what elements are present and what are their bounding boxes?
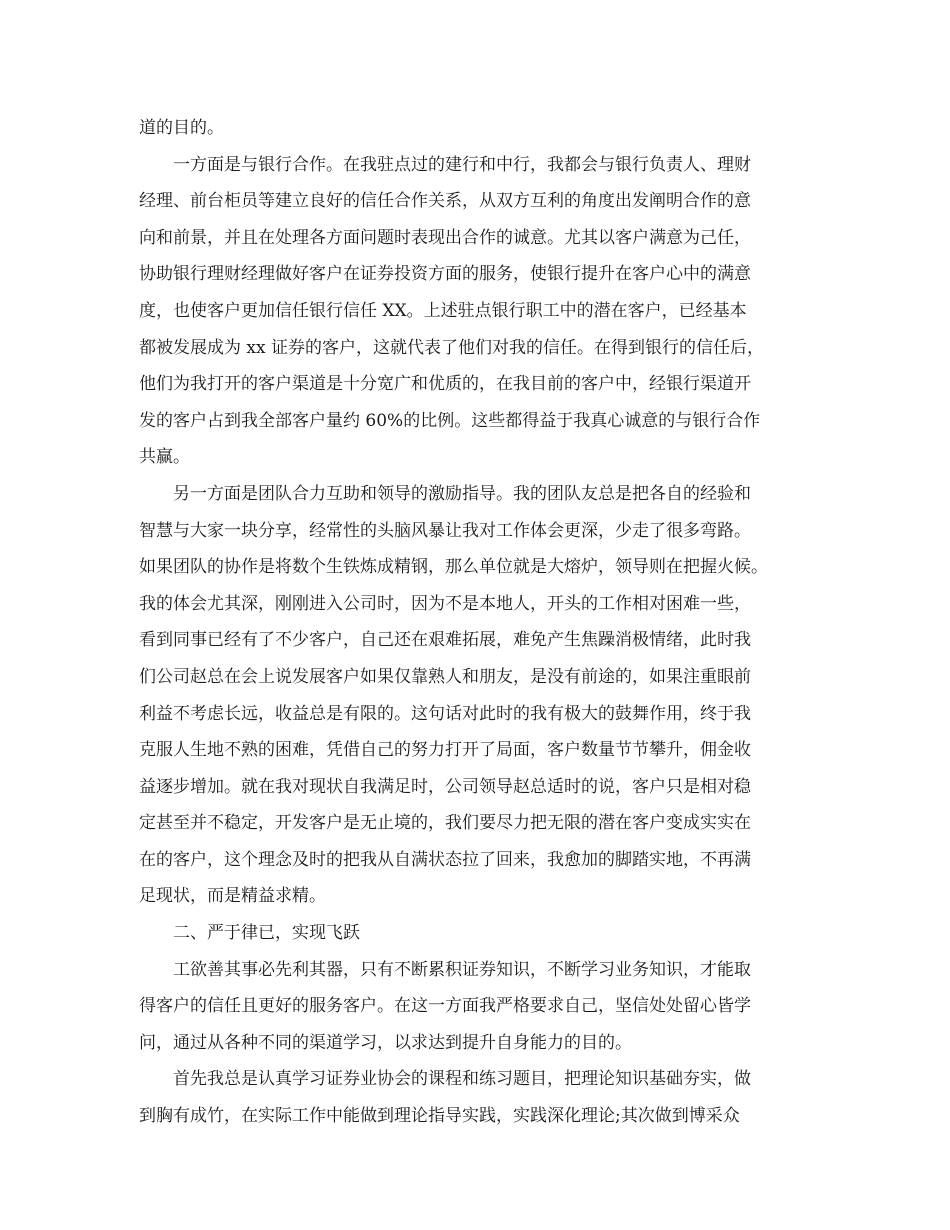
text-line: 到胸有成竹，在实际工作中能做到理论指导实践，实践深化理论;其次做到博采众 <box>139 1106 740 1127</box>
text-line: 智慧与大家一块分享，经常性的头脑风暴让我对工作体会更深，少走了很多弯路。 <box>139 520 751 541</box>
document-page <box>139 110 819 1135</box>
text-line: 问，通过从各种不同的渠道学习，以求达到提升自身能力的目的。 <box>139 1032 632 1053</box>
text-line: 定甚至并不稳定，开发客户是无止境的，我们要尽力把无限的潜在客户变成实实在 <box>139 813 751 834</box>
text-line: 都被发展成为 xx 证券的客户，这就代表了他们对我的信任。在得到银行的信任后， <box>139 337 764 358</box>
paragraph-start-line: 首先我总是认真学习证券业协会的课程和练习题目，把理论知识基础夯实，做 <box>173 1069 751 1090</box>
text-line: 足现状，而是精益求精。 <box>139 886 326 907</box>
text-line: 看到同事已经有了不少客户，自己还在艰难拓展，难免产生焦躁消极情绪，此时我 <box>139 630 751 651</box>
text-line: 道的目的。 <box>139 118 224 138</box>
paragraph-start-line: 工欲善其事必先利其器，只有不断累积证券知识，不断学习业务知识，才能取 <box>173 959 751 980</box>
text-line: 在的客户，这个理念及时的把我从自满状态拉了回来，我愈加的脚踏实地，不再满 <box>139 849 751 870</box>
text-line: 益逐步增加。就在我对现状自我满足时，公司领导赵总适时的说，客户只是相对稳 <box>139 776 751 797</box>
text-line: 利益不考虑长远，收益总是有限的。这句话对此时的我有极大的鼓舞作用，终于我 <box>139 703 751 724</box>
paragraph-start-line: 另一方面是团队合力互助和领导的激励指导。我的团队友总是把各自的经验和 <box>173 483 751 504</box>
text-line: 得客户的信任且更好的服务客户。在这一方面我严格要求自己，坚信处处留心皆学 <box>139 996 751 1017</box>
paragraph-start-line: 一方面是与银行合作。在我驻点过的建行和中行，我都会与银行负责人、理财 <box>173 154 751 175</box>
text-line: 发的客户占到我全部客户量约 60%的比例。这些都得益于我真心诚意的与银行合作 <box>139 410 761 431</box>
section-heading: 二、严于律已，实现飞跃 <box>173 923 360 944</box>
text-line: 共赢。 <box>139 447 190 468</box>
text-line: 向和前景，并且在处理各方面问题时表现出合作的诚意。尤其以客户满意为己任， <box>139 227 751 248</box>
text-line: 经理、前台柜员等建立良好的信任合作关系，从双方互利的角度出发阐明合作的意 <box>139 191 751 212</box>
text-line: 他们为我打开的客户渠道是十分宽广和优质的，在我目前的客户中，经银行渠道开 <box>139 374 751 395</box>
text-line: 克服人生地不熟的困难，凭借自己的努力打开了局面，客户数量节节攀升，佣金收 <box>139 740 751 761</box>
text-line: 度，也使客户更加信任银行信任 XX。上述驻点银行职工中的潜在客户，已经基本 <box>139 300 747 321</box>
text-line: 们公司赵总在会上说发展客户如果仅靠熟人和朋友，是没有前途的，如果注重眼前 <box>139 666 751 687</box>
text-line: 我的体会尤其深，刚刚进入公司时，因为不是本地人，开头的工作相对困难一些， <box>139 593 751 614</box>
text-line: 协助银行理财经理做好客户在证券投资方面的服务，使银行提升在客户心中的满意 <box>139 264 751 285</box>
text-line: 如果团队的协作是将数个生铁炼成精钢，那么单位就是大熔炉，领导则在把握火候。 <box>139 557 768 578</box>
